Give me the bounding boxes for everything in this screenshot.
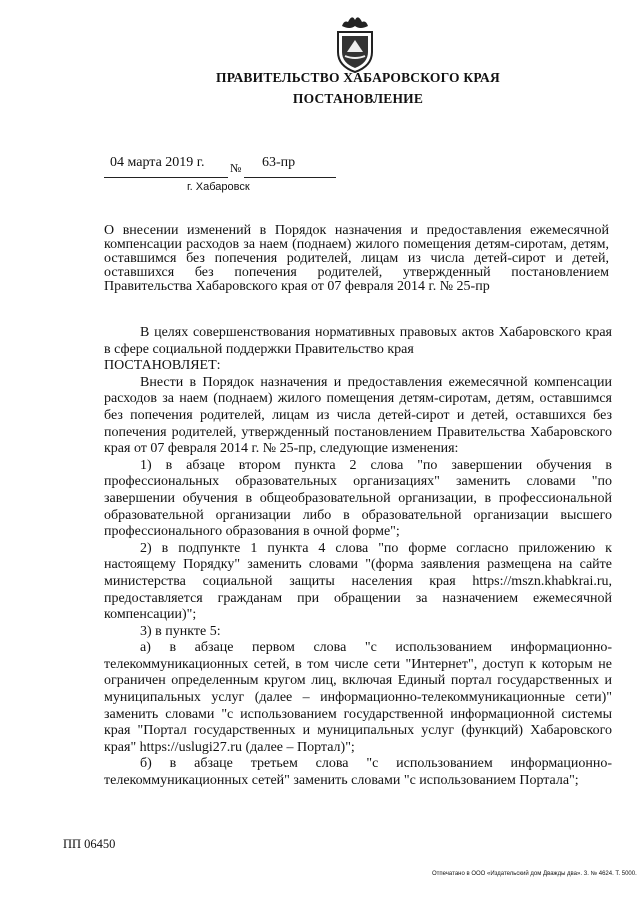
amendment-item: 3) в пункте 5: — [140, 623, 221, 639]
amendment-item: 2) в подпункте 1 пункта 4 слова "по форме согласно приложению к настоящему Порядку" заменить словами "(форма заявления размещена на сайте министерства социальной защиты населения края https://mszn.khabkrai.ru, предоставляется гражданам при обращении за назначением ежемесячной компенсации)"; — [104, 540, 612, 623]
body-paragraph: В целях совершенствования нормативных правовых актов Хабаровского края в сфере социальной поддержки Правительство края — [104, 325, 612, 357]
document-number: 63-пр — [262, 155, 296, 170]
document-code: ПП 06450 — [63, 837, 116, 851]
number-sign: № — [230, 161, 242, 175]
coat-of-arms-icon — [330, 12, 380, 74]
body-paragraph: Внести в Порядок назначения и предоставления ежемесячной компенсации расходов за наем (поднаем) жилого помещения детям-сиротам, детям, оставшимся без попечения родителей, лицам из числа детей-сирот и детей, оставшихся без попечения родителей, утвержденный постановлением Правительства Хабаровского края от 07 февраля 2014 г. № 25-пр, следующие изменения: — [104, 374, 612, 457]
document-body — [104, 325, 612, 790]
document-date: 04 марта 2019 г. — [110, 155, 205, 170]
document-city: г. Хабаровск — [187, 181, 250, 193]
amendment-item: 1) в абзаце втором пункта 2 слова "по завершении обучения в профессиональных образовательных организациях" заменить словами "по завершении обучения в общеобразовательной организации, в профессиональной образовательной организации либо в образовательной организации высшего профессионального образования в очной форме"; — [104, 457, 612, 540]
document-type-title: ПОСТАНОВЛЕНИЕ — [292, 91, 424, 106]
organization-title: ПРАВИТЕЛЬСТВО ХАБАРОВСКОГО КРАЯ — [216, 70, 500, 85]
printer-imprint: Отпечатано в ООО «Издательский дом Дважды два». З. № 4624. Т. 5000. — [432, 871, 637, 877]
number-underline — [244, 177, 336, 178]
date-underline — [104, 177, 228, 178]
document-subject: О внесении изменений в Порядок назначения и предоставления ежемесячной компенсации расходов за наем (поднаем) жилого помещения детям-сиротам, детям, оставшимся без попечения родителей, лицам из числа детей-сирот и детей, оставшихся без попечения родителей, утвержденный постановлением Правительства Хабаровского края от 07 февраля 2014 г. № 25-пр — [104, 223, 609, 294]
amendment-subitem: б) в абзаце третьем слова "с использованием информационно-телекоммуникационных сетей" заменить словами "с использованием Портала"; — [104, 756, 612, 789]
resolution-keyword: ПОСТАНОВЛЯЕТ: — [104, 358, 221, 374]
amendment-subitem: а) в абзаце первом слова "с использованием информационно-телекоммуникационных сетей, в том числе сети "Интернет", доступ к которым не ограничен определенным кругом лиц, включая Единый портал государственных и муниципальных услуг (далее – информационно-телекоммуникационные сети)" заменить словами "с использованием государственной информационной системы края "Портал государственных и муниципальных услуг (функций) Хабаровского края" https://uslugi27.ru (далее – Портал)"; — [104, 640, 612, 755]
